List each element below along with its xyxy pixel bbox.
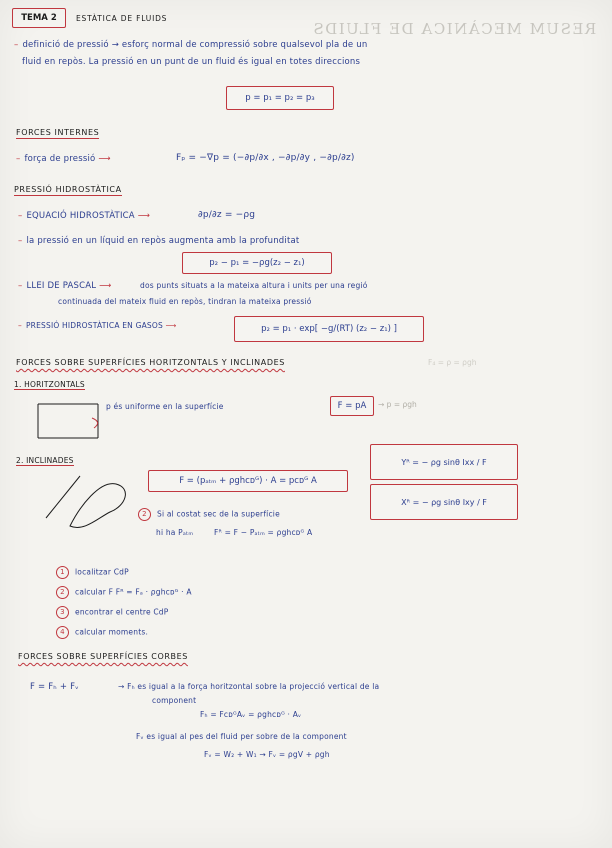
- depth-statement: – la pressió en un líquid en repòs augmenta amb la profunditat: [18, 236, 300, 246]
- horizontal-pressure-note: → p = ρgh: [378, 400, 417, 409]
- topic-title: ESTÀTICA DE FLUIDS: [76, 14, 168, 23]
- curved-vertical-text: Fᵥ es igual al pes del fluid per sobre de la component: [136, 732, 347, 741]
- horizontal-subheading: 1. HORITZONTALS: [14, 380, 85, 389]
- curved-horizontal-line-1: → Fₕ es igual a la força horitzontal sobre la projecció vertical de la: [118, 682, 380, 691]
- section-heading-hydrostatic: PRESSIÓ HIDROSTÀTICA: [14, 185, 122, 194]
- hydrostatic-equation-formula: ∂p/∂z = −ρg: [198, 210, 256, 220]
- note-number-circle: 2: [138, 508, 151, 521]
- topic-label-box: [12, 8, 66, 28]
- curved-vertical-formula: Fᵥ = W₂ + W₁ → Fᵥ = ρgV + ρgh: [204, 750, 330, 759]
- atmospheric-note-formula: Fᴿ = F − Pₐₜₘ = ρghᴄᴅᴳ A: [214, 528, 313, 537]
- pressure-force-label: – força de pressió ⟶: [16, 154, 111, 164]
- topic-label: TEMA 2: [21, 13, 57, 23]
- intro-line-1: – definició de pressió → esforç normal de compressió sobre qualsevol pla de un: [14, 40, 368, 50]
- intro-line-2: fluid en repòs. La pressió en un punt de un fluid és igual en totes direccions: [22, 57, 361, 67]
- pascal-law-line-2: continuada del mateix fluid en repòs, tindran la mateixa pressió: [58, 297, 312, 306]
- hydrostatic-equation-label: – EQUACIÓ HIDROSTÀTICA ⟶: [18, 211, 151, 221]
- yr-centre-formula: Yᴿ = − ρg sinθ Ixx / F: [370, 444, 518, 480]
- horizontal-surface-sketch: [34, 398, 106, 444]
- pascal-law-line-1: dos punts situats a la mateixa altura i units per una regió: [140, 281, 368, 290]
- side-note: F₄ = ρ = ρgh: [428, 358, 477, 367]
- pressure-equality-formula: p = p₁ = p₂ = p₃: [226, 86, 334, 110]
- atmospheric-note-line-2: hi ha Pₐₜₘ: [156, 528, 194, 537]
- inclined-force-formula: F = (pₐₜₘ + ρghᴄᴅᴳ) · A = pᴄᴅᴳ A: [148, 470, 348, 492]
- curved-horizontal-line-2: component: [152, 696, 197, 705]
- curved-horizontal-formula: Fₕ = FᴄᴅᴳAᵥ = ρghᴄᴅᴳ · Aᵥ: [200, 710, 302, 719]
- inclined-subheading: 2. INCLINADES: [16, 456, 74, 465]
- atmospheric-note-line-1: 2 Si al costat sec de la superfície: [138, 508, 280, 521]
- step-2: 2 calcular F Fᴿ = Fₐ · ρghᴄᴅᴳ · A: [56, 586, 192, 599]
- step-3: 3 encontrar el centre CdP: [56, 606, 168, 619]
- step-1: 1 localitzar CdP: [56, 566, 129, 579]
- horizontal-uniform-text: p és uniforme en la superfície: [106, 402, 224, 411]
- xr-centre-formula: Xᴿ = − ρg sinθ Ixy / F: [370, 484, 518, 520]
- curved-main-formula: F = Fₕ + Fᵥ: [30, 682, 79, 692]
- step-4: 4 calcular moments.: [56, 626, 148, 639]
- inclined-surface-sketch: [40, 466, 150, 536]
- section-heading-flat-surfaces: FORCES SOBRE SUPERFÍCIES HORITZONTALS Y INCLINADES: [16, 358, 285, 367]
- depth-pressure-formula: p₂ − p₁ = −ρg(z₂ − z₁): [182, 252, 332, 274]
- bleed-through-title: RESUM MECÀNICA DE FLUIDS: [312, 20, 597, 38]
- pressure-force-formula: Fₚ = −∇p = (−∂p/∂x , −∂p/∂y , −∂p/∂z): [176, 153, 355, 163]
- gas-hydrostatic-label: – PRESSIÓ HIDROSTÀTICA EN GASOS ⟶: [18, 321, 177, 330]
- section-heading-curved-surfaces: FORCES SOBRE SUPERFÍCIES CORBES: [18, 652, 188, 661]
- section-heading-internal-forces: FORCES INTERNES: [16, 128, 100, 137]
- horizontal-force-formula: F = pA: [330, 396, 374, 416]
- pascal-law-label: – LLEI DE PASCAL ⟶: [18, 281, 112, 291]
- gas-hydrostatic-formula: p₂ = p₁ · exp[ −g/(RT) (z₂ − z₁) ]: [234, 316, 424, 342]
